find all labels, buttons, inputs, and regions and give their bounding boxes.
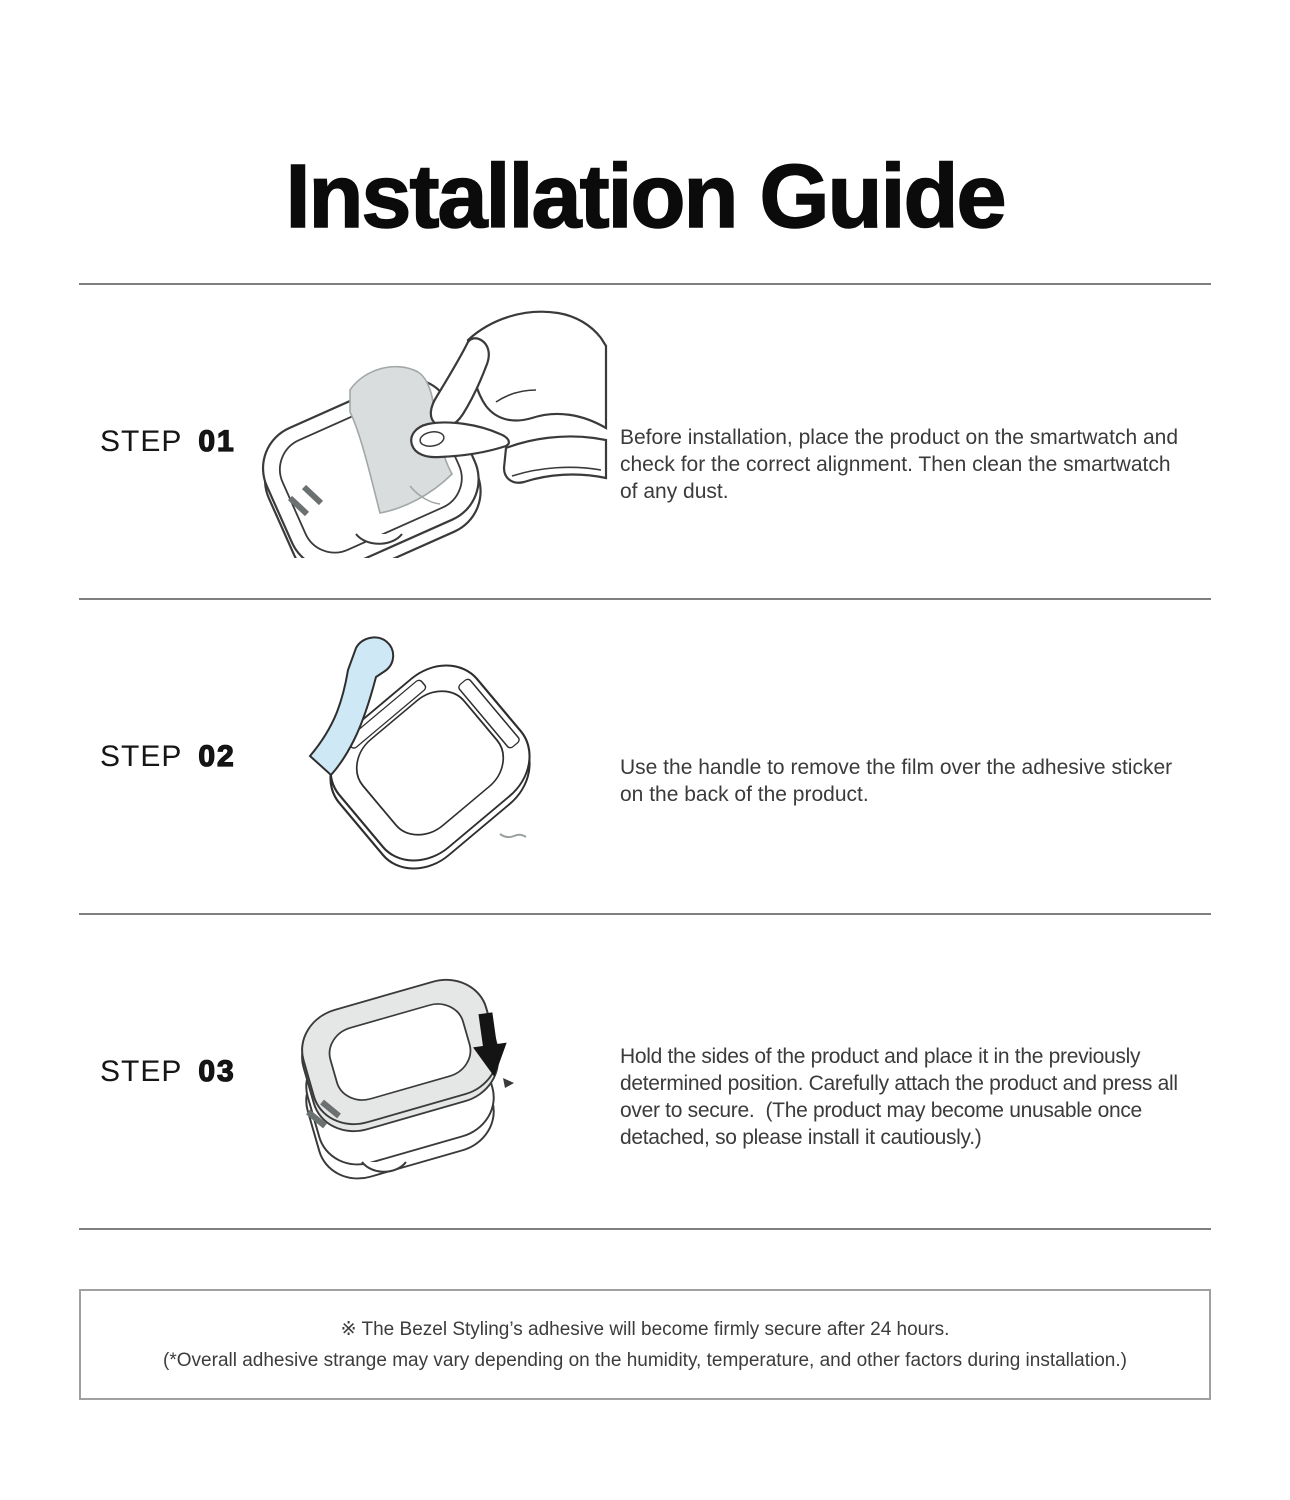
section-divider [79,913,1211,915]
section-divider [79,1228,1211,1230]
step1-description: Before installation, place the product on the smartwatch and check for the correct alignment. Then clean the smartwatch of any dust. [620,426,1184,503]
step1-label-word: STEP [100,425,183,458]
note-line-1: ※ The Bezel Styling’s adhesive will become firmly secure after 24 hours. [340,1318,950,1340]
step3-label-word: STEP [100,1055,183,1088]
adhesive-note-box [79,1289,1211,1400]
note-line-2: (*Overall adhesive strange may vary depending on the humidity, temperature, and other factors during installation.) [163,1349,1127,1371]
step1-label [100,425,236,459]
step3-description: Hold the sides of the product and place it in the previously determined position. Carefully attach the product and press all over to secure. (The product may become unusable once detached, so please install it cautiously.) [620,1045,1184,1149]
section-divider [79,283,1211,285]
step2-description: Use the handle to remove the film over the adhesive sticker on the back of the product. [620,756,1178,806]
bezel-seam-notch [503,1078,514,1088]
step3-number: 03 [198,1055,236,1088]
hand [411,312,606,483]
step3-label [100,1055,236,1089]
step2-label [100,740,236,774]
step1-number: 01 [198,425,236,458]
step2-illustration-bezel-with-film-handle [272,628,584,884]
step1-illustration-hand-wiping-smartwatch [260,306,610,558]
step3-illustration-bezel-placement [250,966,592,1204]
step2-label-word: STEP [100,740,183,773]
step2-number: 02 [198,740,236,773]
page-title: Installation Guide [285,147,1005,248]
section-divider [79,598,1211,600]
brand-mark [500,834,526,837]
